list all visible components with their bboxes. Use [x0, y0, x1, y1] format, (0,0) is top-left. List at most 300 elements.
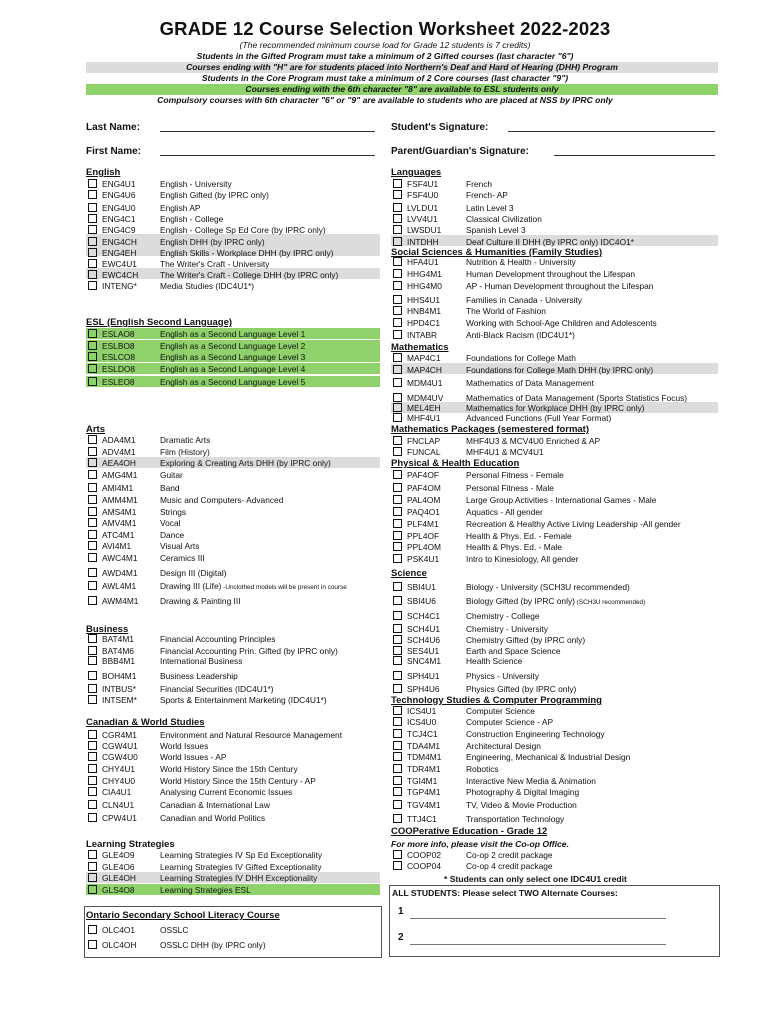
course-checkbox[interactable]: [393, 470, 402, 479]
course-code: SBI4U1: [407, 582, 436, 592]
course-code: ENG4C9: [102, 225, 136, 235]
course-description: Physics Gifted (by IPRC only): [466, 684, 577, 694]
course-checkbox[interactable]: [88, 862, 97, 871]
course-row: [393, 483, 554, 494]
course-description: Health & Phys. Ed. - Female: [466, 531, 572, 541]
course-checkbox[interactable]: [88, 741, 97, 750]
section-heading-tech: Technology Studies & Computer Programming: [391, 695, 602, 706]
course-code: CGW4U1: [102, 741, 138, 751]
course-row: [393, 554, 579, 565]
section-heading-math: Mathematics: [391, 342, 449, 353]
course-code: HHG4M0: [407, 281, 442, 291]
section-heading-osslc: Ontario Secondary School Literacy Course: [86, 910, 280, 921]
course-checkbox[interactable]: [88, 776, 97, 785]
course-checkbox[interactable]: [393, 764, 402, 773]
course-checkbox[interactable]: [393, 706, 402, 715]
course-code: HNB4M1: [407, 306, 441, 316]
course-checkbox[interactable]: [393, 611, 402, 620]
course-description: Personal Fitness - Female: [466, 470, 564, 480]
course-checkbox[interactable]: [393, 531, 402, 540]
course-row: [393, 507, 543, 518]
course-code: ESLCO8: [102, 352, 136, 362]
course-row: [88, 800, 270, 811]
course-row: [393, 706, 535, 717]
course-description: Photography & Digital Imaging: [466, 787, 580, 797]
course-checkbox[interactable]: [393, 507, 402, 516]
course-checkbox[interactable]: [393, 237, 402, 246]
course-code: COOP04: [407, 861, 441, 871]
course-description: Interactive New Media & Animation: [466, 776, 596, 786]
course-row: [393, 269, 636, 280]
course-description: Financial Accounting Prin. Gifted (by IPRC only): [160, 646, 338, 656]
course-description: Architectural Design: [466, 741, 541, 751]
course-checkbox[interactable]: [88, 270, 97, 279]
course-row: [88, 495, 284, 506]
course-description: Learning Strategies IV Sp Ed Exceptionality: [160, 850, 323, 860]
section-heading-english: English: [86, 167, 121, 178]
course-checkbox[interactable]: [393, 447, 402, 456]
course-code: SNC4M1: [407, 656, 441, 666]
alternate-2-field[interactable]: [410, 936, 666, 945]
course-row: [393, 717, 554, 728]
course-row: [393, 436, 601, 447]
course-description: Earth and Space Science: [466, 646, 561, 656]
course-checkbox[interactable]: [393, 393, 402, 402]
course-code: ESLDO8: [102, 364, 136, 374]
course-description: Advanced Functions (Full Year Format): [466, 413, 612, 423]
course-checkbox[interactable]: [393, 684, 402, 693]
course-row: [88, 281, 255, 292]
course-checkbox[interactable]: [88, 179, 97, 188]
course-checkbox[interactable]: [88, 813, 97, 822]
course-code: CGR4M1: [102, 730, 137, 740]
course-checkbox[interactable]: [88, 447, 97, 456]
course-row: [88, 190, 269, 201]
course-row: [393, 447, 544, 458]
course-checkbox[interactable]: [393, 214, 402, 223]
course-checkbox[interactable]: [393, 582, 402, 591]
course-code: ESLEO8: [102, 377, 135, 387]
first-name-label: First Name:: [86, 146, 142, 157]
course-description: International Business: [160, 656, 243, 666]
course-description: English as a Second Language Level 3: [160, 352, 306, 362]
course-row: [88, 470, 183, 481]
course-checkbox[interactable]: [393, 365, 402, 374]
course-code: FSF4U0: [407, 190, 439, 200]
course-row: [88, 352, 306, 363]
course-checkbox[interactable]: [393, 495, 402, 504]
course-code: OLC4OH: [102, 940, 137, 950]
course-checkbox[interactable]: [88, 364, 97, 373]
course-description: Biology - University (SCH3U recommended): [466, 582, 630, 592]
course-checkbox[interactable]: [88, 787, 97, 796]
course-description: Personal Fitness - Male: [466, 483, 554, 493]
student-signature-field[interactable]: [508, 122, 715, 132]
course-code: CHY4U1: [102, 764, 136, 774]
course-checkbox[interactable]: [88, 458, 97, 467]
course-checkbox[interactable]: [88, 656, 97, 665]
course-checkbox[interactable]: [88, 596, 97, 605]
course-code: CHY4U0: [102, 776, 136, 786]
course-description: Nutrition & Health - University: [466, 257, 576, 267]
course-code: ENG4U1: [102, 179, 136, 189]
course-code: HHS4U1: [407, 295, 441, 305]
course-description: English AP: [160, 203, 201, 213]
course-checkbox[interactable]: [393, 295, 402, 304]
course-description: Analysing Current Economic Issues: [160, 787, 293, 797]
course-code: SCH4U6: [407, 635, 441, 645]
course-checkbox[interactable]: [88, 214, 97, 223]
course-row: [88, 179, 232, 190]
course-checkbox[interactable]: [88, 752, 97, 761]
course-row: [88, 248, 334, 259]
course-description: World History Since the 15th Century: [160, 764, 298, 774]
course-row: [393, 764, 499, 775]
course-code: PLF4M1: [407, 519, 439, 529]
course-code: MAP4C1: [407, 353, 441, 363]
course-checkbox[interactable]: [88, 646, 97, 655]
course-checkbox[interactable]: [88, 225, 97, 234]
course-description: Financial Accounting Principles: [160, 634, 276, 644]
course-description: Spanish Level 3: [466, 225, 526, 235]
course-row: [88, 435, 211, 446]
course-row: [393, 179, 493, 190]
course-code: GLE4OH: [102, 873, 136, 883]
course-row: [88, 776, 316, 787]
course-code: ICS4U1: [407, 706, 437, 716]
course-checkbox[interactable]: [88, 377, 97, 386]
course-description: OSSLC: [160, 925, 189, 935]
course-row: [393, 596, 646, 607]
course-code: COOP02: [407, 850, 441, 860]
course-row: [393, 582, 630, 593]
course-description: English - College Sp Ed Core (by IPRC only): [160, 225, 326, 235]
course-row: [393, 787, 580, 798]
course-checkbox[interactable]: [88, 553, 97, 562]
course-row: [88, 873, 318, 884]
course-description: Drawing & Painting III: [160, 596, 241, 606]
course-description: English as a Second Language Level 2: [160, 341, 306, 351]
course-row: [393, 741, 541, 752]
course-checkbox[interactable]: [393, 554, 402, 563]
course-row: [88, 458, 331, 469]
course-checkbox[interactable]: [88, 483, 97, 492]
course-checkbox[interactable]: [393, 717, 402, 726]
course-checkbox[interactable]: [88, 190, 97, 199]
course-checkbox[interactable]: [393, 519, 402, 528]
course-code: CPW4U1: [102, 813, 137, 823]
course-checkbox[interactable]: [88, 925, 97, 934]
course-code: OLC4O1: [102, 925, 136, 935]
course-code: SPH4U6: [407, 684, 440, 694]
course-description: Dramatic Arts: [160, 435, 211, 445]
course-row: [88, 813, 266, 824]
course-description: Canadian and World Politics: [160, 813, 266, 823]
course-checkbox[interactable]: [393, 776, 402, 785]
course-code: TGI4M1: [407, 776, 438, 786]
course-checkbox[interactable]: [393, 741, 402, 750]
parent-signature-field[interactable]: [554, 146, 715, 156]
course-row: [88, 684, 274, 695]
course-code: SBI4U6: [407, 596, 436, 606]
course-checkbox[interactable]: [393, 318, 402, 327]
course-checkbox[interactable]: [88, 568, 97, 577]
course-code: ENG4U6: [102, 190, 136, 200]
course-checkbox[interactable]: [88, 695, 97, 704]
course-checkbox[interactable]: [393, 436, 402, 445]
subtitle-line: Courses ending with "H" are for students placed into Northern's Deaf and Hard of Hearing (DHH) Program: [86, 62, 718, 73]
course-checkbox[interactable]: [88, 203, 97, 212]
course-code: LWSDU1: [407, 225, 442, 235]
course-row: [88, 634, 276, 645]
course-description: Families in Canada - University: [466, 295, 582, 305]
course-note: (SCH3U recommended): [574, 599, 646, 606]
course-row: [393, 656, 523, 667]
course-row: [393, 850, 553, 861]
course-row: [393, 635, 586, 646]
course-code: ADA4M1: [102, 435, 136, 445]
course-description: World Issues - AP: [160, 752, 227, 762]
course-description: TV, Video & Movie Production: [466, 800, 577, 810]
course-checkbox[interactable]: [393, 850, 402, 859]
course-checkbox[interactable]: [393, 203, 402, 212]
course-row: [393, 365, 654, 376]
course-checkbox[interactable]: [393, 403, 402, 412]
course-code: AWM4M1: [102, 596, 139, 606]
last-name-field[interactable]: [160, 122, 375, 132]
alternate-1-field[interactable]: [410, 910, 666, 919]
course-checkbox[interactable]: [393, 814, 402, 823]
course-checkbox[interactable]: [88, 541, 97, 550]
course-row: [393, 800, 577, 811]
course-row: [88, 377, 306, 388]
alternate-2-label: 2: [398, 932, 404, 943]
course-checkbox[interactable]: [393, 635, 402, 644]
course-row: [88, 214, 224, 225]
course-description: Learning Strategies IV Gifted Exceptionality: [160, 862, 322, 872]
course-description: Intro to Kinesiology, All gender: [466, 554, 579, 564]
course-description: Co-op 2 credit package: [466, 850, 553, 860]
course-row: [88, 741, 209, 752]
course-code: PPL4OF: [407, 531, 440, 541]
section-heading-languages: Languages: [391, 167, 442, 178]
course-checkbox[interactable]: [88, 341, 97, 350]
course-checkbox[interactable]: [393, 179, 402, 188]
course-checkbox[interactable]: [393, 542, 402, 551]
course-row: [88, 518, 181, 529]
course-checkbox[interactable]: [88, 237, 97, 246]
course-code: ATC4M1: [102, 530, 135, 540]
course-row: [393, 330, 575, 341]
course-checkbox[interactable]: [393, 190, 402, 199]
course-row: [393, 257, 576, 268]
course-checkbox[interactable]: [88, 495, 97, 504]
course-code: SCH4C1: [407, 611, 441, 621]
course-checkbox[interactable]: [88, 470, 97, 479]
course-row: [393, 519, 681, 530]
course-code: INTABR: [407, 330, 438, 340]
course-code: ENG4C1: [102, 214, 136, 224]
course-checkbox[interactable]: [88, 634, 97, 643]
subtitle-line: (The recommended minimum course load for Grade 12 students is 7 credits): [239, 40, 531, 50]
course-code: TDA4M1: [407, 741, 441, 751]
course-checkbox[interactable]: [393, 800, 402, 809]
student-signature-label: Student's Signature:: [391, 122, 489, 133]
course-checkbox[interactable]: [393, 787, 402, 796]
course-checkbox[interactable]: [88, 800, 97, 809]
course-description: Foundations for College Math: [466, 353, 576, 363]
course-checkbox[interactable]: [88, 885, 97, 894]
course-row: [393, 542, 562, 553]
course-description: Foundations for College Math DHH (by IPRC only): [466, 365, 654, 375]
course-code: SES4U1: [407, 646, 440, 656]
course-code: TGP4M1: [407, 787, 441, 797]
parent-signature-label: Parent/Guardian's Signature:: [391, 146, 529, 157]
course-code: MDM4UV: [407, 393, 444, 403]
course-description: Anti-Black Racism (IDC4U1*): [466, 330, 575, 340]
first-name-field[interactable]: [160, 146, 375, 156]
course-checkbox[interactable]: [393, 624, 402, 633]
course-code: BBB4M1: [102, 656, 136, 666]
course-code: FSF4U1: [407, 179, 439, 189]
course-code: GLE4O9: [102, 850, 135, 860]
course-description: Transportation Technology: [466, 814, 565, 824]
course-checkbox[interactable]: [393, 269, 402, 278]
course-description: French- AP: [466, 190, 508, 200]
course-checkbox[interactable]: [88, 671, 97, 680]
course-checkbox[interactable]: [88, 435, 97, 444]
course-checkbox[interactable]: [88, 259, 97, 268]
course-checkbox[interactable]: [88, 684, 97, 693]
course-row: [88, 541, 200, 552]
course-code: BAT4M6: [102, 646, 134, 656]
course-code: INTSEM*: [102, 695, 137, 705]
course-checkbox[interactable]: [393, 257, 402, 266]
course-code: AMV4M1: [102, 518, 137, 528]
course-checkbox[interactable]: [393, 413, 402, 422]
course-row: [88, 259, 270, 270]
course-note: -Unclothed models will be present in course: [221, 584, 347, 591]
course-checkbox[interactable]: [393, 353, 402, 362]
course-row: [88, 885, 251, 896]
course-row: [88, 764, 298, 775]
section-heading-arts: Arts: [86, 424, 106, 435]
course-checkbox[interactable]: [88, 850, 97, 859]
course-checkbox[interactable]: [393, 729, 402, 738]
course-row: [393, 470, 564, 481]
course-description: Biology Gifted (by IPRC only) (SCH3U recommended): [466, 596, 646, 606]
course-description: Drawing III (Life) -Unclothed models will be present in course: [160, 581, 347, 591]
course-checkbox[interactable]: [393, 646, 402, 655]
course-row: [88, 203, 201, 214]
course-row: [393, 671, 540, 682]
section-heading-mathpkg: Mathematics Packages (semestered format): [391, 424, 590, 435]
course-code: AEA4OH: [102, 458, 136, 468]
course-checkbox[interactable]: [393, 306, 402, 315]
course-code: LVV4U1: [407, 214, 438, 224]
course-code: TDM4M1: [407, 752, 442, 762]
course-checkbox[interactable]: [88, 248, 97, 257]
course-row: [393, 378, 595, 389]
course-description: English as a Second Language Level 1: [160, 329, 306, 339]
course-description: Vocal: [160, 518, 181, 528]
course-checkbox[interactable]: [88, 507, 97, 516]
idc-note: * Students can only select one IDC4U1 credit: [444, 874, 627, 884]
course-description: Strings: [160, 507, 187, 517]
course-description: Physics - University: [466, 671, 540, 681]
course-checkbox[interactable]: [88, 329, 97, 338]
course-code: INTBUS*: [102, 684, 136, 694]
course-description: English as a Second Language Level 4: [160, 364, 306, 374]
last-name-label: Last Name:: [86, 122, 140, 133]
course-checkbox[interactable]: [88, 940, 97, 949]
course-checkbox[interactable]: [88, 530, 97, 539]
course-checkbox[interactable]: [88, 352, 97, 361]
course-row: [88, 553, 205, 564]
course-checkbox[interactable]: [393, 596, 402, 605]
course-description: Engineering, Mechanical & Industrial Design: [466, 752, 631, 762]
course-code: CIA4U1: [102, 787, 132, 797]
course-code: MAP4CH: [407, 365, 442, 375]
course-checkbox[interactable]: [88, 730, 97, 739]
course-checkbox[interactable]: [393, 752, 402, 761]
course-checkbox[interactable]: [393, 330, 402, 339]
course-code: CLN4U1: [102, 800, 135, 810]
course-description: The Writer's Craft - University: [160, 259, 270, 269]
course-row: [393, 203, 514, 214]
course-code: LVLDU1: [407, 203, 439, 213]
course-code: MDM4U1: [407, 378, 443, 388]
course-row: [88, 329, 306, 340]
course-row: [88, 581, 347, 592]
course-description: Media Studies (IDC4U1*): [160, 281, 255, 291]
course-code: EWC4U1: [102, 259, 137, 269]
course-checkbox[interactable]: [393, 671, 402, 680]
course-description: OSSLC DHH (by IPRC only): [160, 940, 266, 950]
course-checkbox[interactable]: [88, 518, 97, 527]
course-checkbox[interactable]: [88, 281, 97, 290]
course-code: EWC4CH: [102, 270, 139, 280]
course-checkbox[interactable]: [393, 656, 402, 665]
course-description: Classical Civilization: [466, 214, 542, 224]
course-description: Music and Computers- Advanced: [160, 495, 284, 505]
subtitle-line: Students in the Gifted Program must take a minimum of 2 Gifted courses (last character "6"): [196, 51, 574, 61]
course-checkbox[interactable]: [393, 281, 402, 290]
course-checkbox[interactable]: [393, 861, 402, 870]
course-checkbox[interactable]: [88, 873, 97, 882]
course-code: ESLBO8: [102, 341, 135, 351]
course-row: [393, 495, 657, 506]
course-code: PAQ4O1: [407, 507, 440, 517]
course-description: Guitar: [160, 470, 183, 480]
course-description: Environment and Natural Resource Management: [160, 730, 343, 740]
course-row: [393, 190, 508, 201]
course-checkbox[interactable]: [393, 225, 402, 234]
course-checkbox[interactable]: [88, 581, 97, 590]
course-description: Film (History): [160, 447, 210, 457]
course-description: MHF4U3 & MCV4U0 Enriched & AP: [466, 436, 601, 446]
course-checkbox[interactable]: [393, 483, 402, 492]
course-row: [88, 925, 189, 936]
course-checkbox[interactable]: [88, 764, 97, 773]
course-row: [88, 364, 306, 375]
course-row: [393, 814, 565, 825]
course-checkbox[interactable]: [393, 378, 402, 387]
course-description: Large Group Activities - International Games - Male: [466, 495, 657, 505]
course-description: The World of Fashion: [466, 306, 546, 316]
course-row: [393, 413, 612, 424]
course-code: PSK4U1: [407, 554, 440, 564]
